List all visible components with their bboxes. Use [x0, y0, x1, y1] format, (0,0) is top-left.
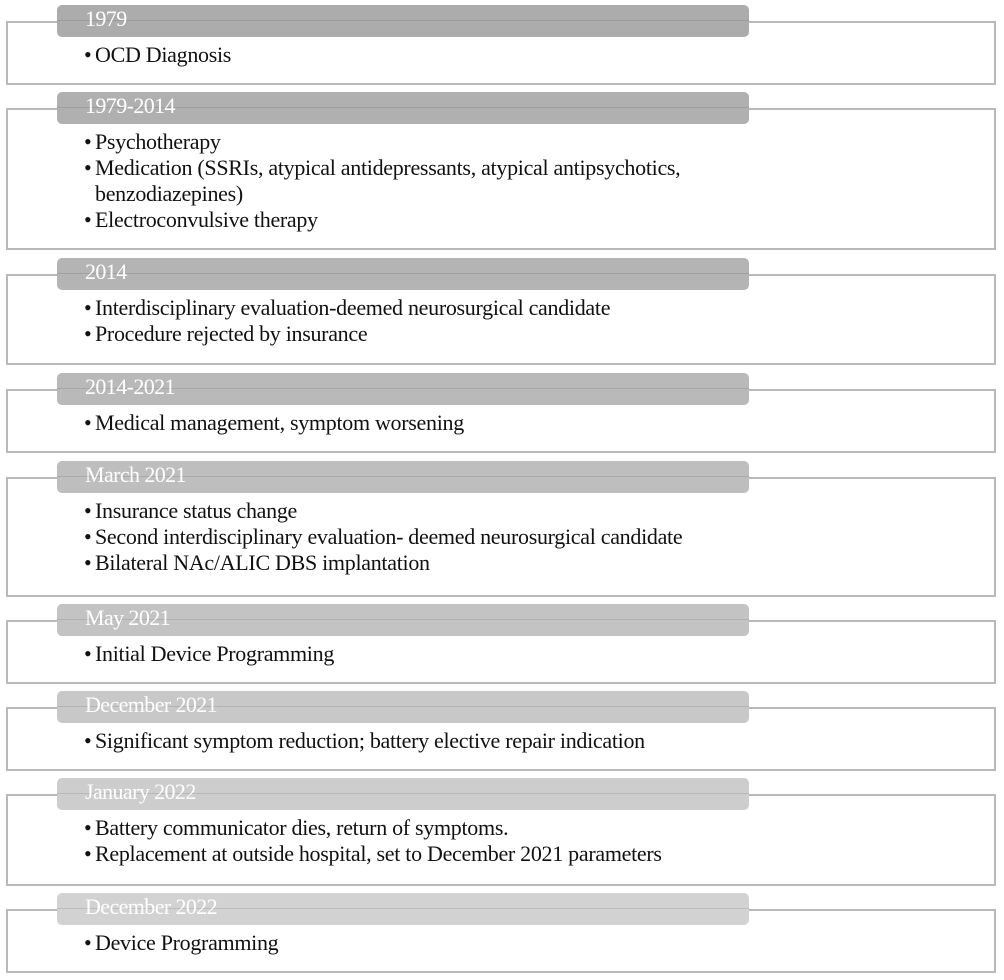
timeline-event-list	[84, 42, 231, 68]
timeline-event-text: OCD Diagnosis	[95, 42, 232, 67]
timeline-event-item	[84, 728, 645, 754]
timeline-event-text: Significant symptom reduction; battery elective repair indication	[95, 728, 645, 753]
bullet-icon: •	[84, 155, 92, 180]
timeline-event-item	[84, 207, 680, 233]
timeline-date-header	[57, 92, 749, 124]
bullet-icon: •	[84, 42, 92, 67]
timeline-date-header	[57, 691, 749, 723]
timeline-event-list	[84, 410, 464, 436]
timeline-event-text: Battery communicator dies, return of symptoms.	[95, 815, 509, 840]
timeline-date-header	[57, 373, 749, 405]
timeline-event-item	[84, 129, 680, 155]
timeline-event-list	[84, 129, 680, 233]
timeline-event-text: Replacement at outside hospital, set to December 2021 parameters	[95, 841, 662, 866]
timeline-event-item	[84, 815, 662, 841]
timeline-event-text: Procedure rejected by insurance	[95, 321, 368, 346]
timeline-event-list	[84, 498, 682, 576]
bullet-icon: •	[84, 129, 92, 154]
timeline-event-list	[84, 295, 610, 347]
timeline-event-item	[84, 155, 680, 207]
bullet-icon: •	[84, 815, 92, 840]
bullet-icon: •	[84, 207, 92, 232]
bullet-icon: •	[84, 498, 92, 523]
bullet-icon: •	[84, 410, 92, 435]
header-midline	[57, 20, 749, 21]
timeline-event-text: Psychotherapy	[95, 129, 221, 154]
bullet-icon: •	[84, 641, 92, 666]
bullet-icon: •	[84, 295, 92, 320]
timeline-date-header	[57, 604, 749, 636]
timeline-event-item	[84, 498, 682, 524]
timeline-event-text: Insurance status change	[95, 498, 298, 523]
bullet-icon: •	[84, 841, 92, 866]
timeline-date-label: January 2022	[85, 779, 196, 804]
timeline-date-label: 1979	[85, 6, 127, 31]
timeline-event-text: Bilateral NAc/ALIC DBS implantation	[95, 550, 430, 575]
timeline-event-text: Medical management, symptom worsening	[95, 410, 464, 435]
timeline-event-text: Initial Device Programming	[95, 641, 335, 666]
timeline-event-item	[84, 410, 464, 436]
timeline-event-item	[84, 42, 231, 68]
timeline-event-list	[84, 641, 334, 667]
timeline-event-list	[84, 930, 278, 956]
bullet-icon: •	[84, 321, 92, 346]
timeline-date-label: 2014	[85, 259, 127, 284]
timeline-date-label: December 2021	[85, 692, 218, 717]
timeline-event-list	[84, 728, 645, 754]
bullet-icon: •	[84, 550, 92, 575]
header-midline	[57, 273, 749, 274]
timeline-date-label: May 2021	[85, 605, 171, 630]
timeline-date-header	[57, 778, 749, 810]
timeline-event-text: Electroconvulsive therapy	[95, 207, 318, 232]
timeline-date-header	[57, 258, 749, 290]
timeline-event-item	[84, 524, 682, 550]
bullet-icon: •	[84, 728, 92, 753]
bullet-icon: •	[84, 930, 92, 955]
timeline-date-label: March 2021	[85, 462, 186, 487]
timeline-event-text: Interdisciplinary evaluation-deemed neurosurgical candidate	[95, 295, 611, 320]
timeline-date-label: December 2022	[85, 894, 218, 919]
timeline-event-text: Second interdisciplinary evaluation- deemed neurosurgical candidate	[95, 524, 683, 549]
timeline-event-item	[84, 641, 334, 667]
timeline-date-header	[57, 5, 749, 37]
timeline-event-list	[84, 815, 662, 867]
timeline-event-item	[84, 295, 610, 321]
timeline-event-item	[84, 550, 682, 576]
timeline-date-header	[57, 461, 749, 493]
timeline-date-label: 2014-2021	[85, 374, 175, 399]
timeline-event-item	[84, 930, 278, 956]
timeline-date-label: 1979-2014	[85, 93, 175, 118]
timeline-event-item	[84, 321, 610, 347]
timeline-event-text: Device Programming	[95, 930, 279, 955]
bullet-icon: •	[84, 524, 92, 549]
timeline-event-text: Medication (SSRIs, atypical antidepressants, atypical antipsychotics, benzodiazepines)	[95, 155, 681, 206]
timeline-event-item	[84, 841, 662, 867]
timeline-date-header	[57, 893, 749, 925]
